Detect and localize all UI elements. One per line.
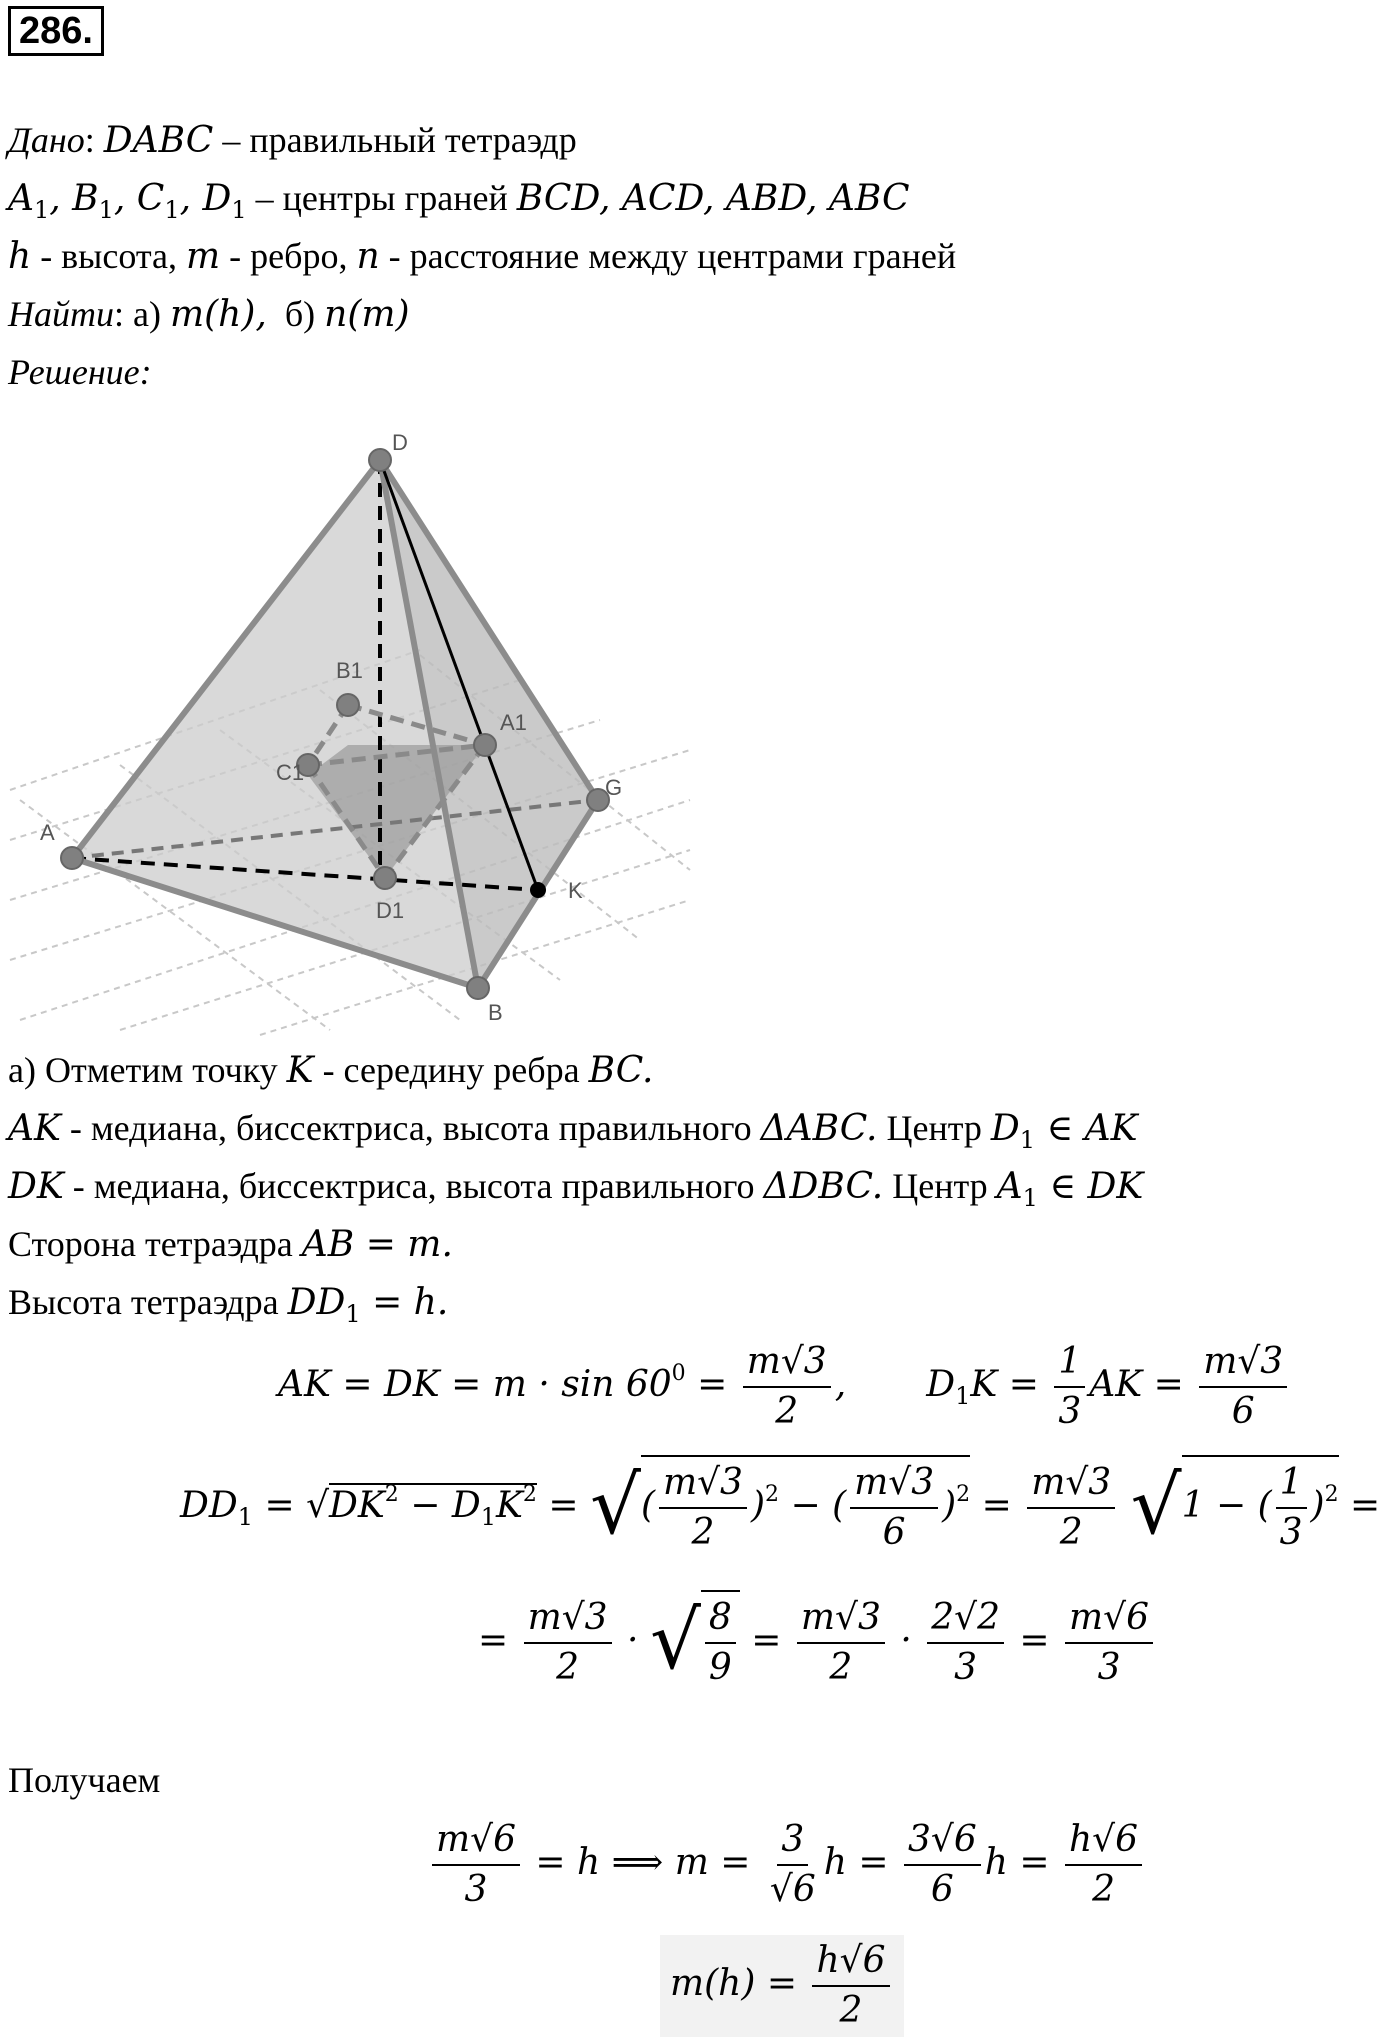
- point-a1: [474, 734, 496, 756]
- result-formula: m(h) = $\frac{h√6}{2}$: [660, 1935, 904, 2037]
- tetrahedron-figure: [0, 420, 720, 1040]
- step-3: DK - медиана, биссектриса, высота правильного ΔDBC. Центр $A_1$ ∈ DK: [8, 1166, 1144, 1212]
- label-c1: C1: [276, 760, 305, 785]
- step-2: AK - медиана, биссектриса, высота правильного ΔABC. Центр $D_1$ ∈ AK: [8, 1108, 1138, 1154]
- given-label: Дано: [8, 120, 85, 160]
- equation-1: AK = DK = $m \cdot \sin 60^0$ = $\frac{m√3}{2}$ , $D_1K$ = $\frac{1}{3}$ AK = $\frac{m√3}{6}$: [278, 1340, 1291, 1434]
- conclusion-label: Получаем: [8, 1760, 161, 1800]
- point-b1: [337, 694, 359, 716]
- point-d: [369, 449, 391, 471]
- label-d: D: [392, 430, 408, 455]
- given-line-3: h - высота, m - ребро, n - расстояние между центрами граней: [8, 236, 957, 277]
- equation-3: = $\frac{m√3}{2}$ · √ $\frac{8}{9}$ = $\frac{m√3}{2}$ · $\frac{2√2}{3}$ = $\frac{m√6}{3}$: [478, 1590, 1157, 1690]
- point-d1: [374, 867, 396, 889]
- find-line: Найти: а) m(h), б) n(m): [8, 294, 410, 335]
- given-line-1: Дано: DABC – правильный тетраэдр: [8, 120, 577, 161]
- given-line-2: $A_1$, $B_1$, $C_1$, $D_1$ – центры граней BCD, ACD, ABD, ABC: [8, 178, 910, 224]
- step-1: а) Отметим точку K - середину ребра BC.: [8, 1050, 654, 1091]
- problem-number: 286.: [8, 6, 104, 56]
- label-a: A: [40, 820, 55, 845]
- label-d1: D1: [376, 898, 405, 923]
- point-k: [530, 882, 546, 898]
- equation-2: $DD_1 = √DK^2 - D_1K^2$ = √( $\frac{m√3}{2}$ )$^2$ − ( $\frac{m√3}{6}$ )$^2$ = $\frac{m√3}{2}$ √1 − ( $\frac{1}{3}$ )$^2$ =: [180, 1455, 1380, 1555]
- point-a: [61, 847, 83, 869]
- label-k: K: [568, 878, 583, 903]
- label-b: B: [488, 1000, 503, 1025]
- equation-4: $\frac{m√6}{3}$ = h ⟹ m = $\frac{3}{√6}$ h = $\frac{3√6}{6}$ h = $\frac{h√6}{2}$: [428, 1818, 1146, 1912]
- step-5: Высота тетраэдра $DD_1 = h$.: [8, 1282, 449, 1328]
- step-4: Сторона тетраэдра AB = m.: [8, 1224, 453, 1265]
- label-a1: A1: [500, 710, 527, 735]
- point-b: [467, 977, 489, 999]
- label-g: G: [605, 775, 623, 800]
- label-b1: B1: [336, 658, 363, 683]
- solution-label: Решение:: [8, 352, 152, 392]
- find-label: Найти: [8, 294, 114, 334]
